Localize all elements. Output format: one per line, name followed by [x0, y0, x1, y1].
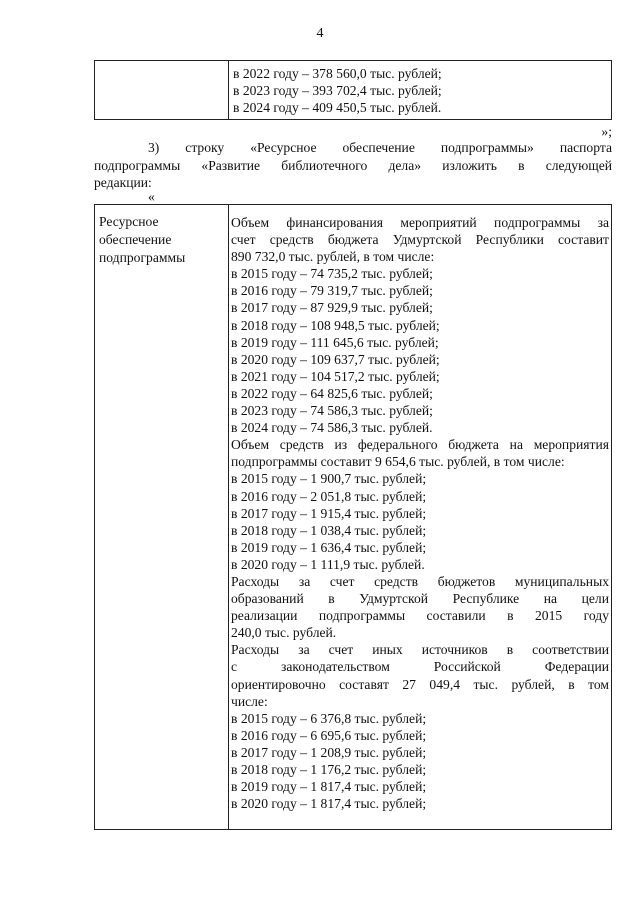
- content-line: с законодательством Российской Федерации: [231, 659, 609, 675]
- content-line: Расходы за счет иных источников в соответствии: [231, 642, 609, 658]
- funding-line: в 2024 году – 409 450,5 тыс. рублей.: [233, 100, 442, 116]
- content-line: в 2018 году – 1 176,2 тыс. рублей;: [231, 762, 427, 777]
- continued-table-values: [233, 65, 608, 116]
- resource-table: [94, 204, 612, 830]
- content-line: в 2016 году – 6 695,6 тыс. рублей;: [231, 727, 427, 743]
- row-content: [231, 214, 609, 812]
- content-line: 240,0 тыс. рублей.: [231, 625, 337, 641]
- content-line: Объем финансирования мероприятий подпрограммы за: [231, 215, 609, 230]
- content-line: в 2016 году – 2 051,8 тыс. рублей;: [231, 488, 427, 504]
- row-title: [99, 213, 225, 266]
- content-line: в 2020 году – 1 111,9 тыс. рублей.: [231, 556, 425, 572]
- content-line: в 2019 году – 1 817,4 тыс. рублей;: [231, 779, 427, 795]
- content-line: реализации подпрограммы составили в 2015 году: [231, 608, 609, 624]
- row-title-line: Ресурсное: [99, 214, 159, 229]
- content-line: в 2022 году – 64 825,6 тыс. рублей;: [231, 385, 433, 401]
- amendment-paragraph: [94, 139, 612, 192]
- content-line: в 2016 году – 79 319,7 тыс. рублей;: [231, 283, 433, 299]
- paragraph-line-3: редакции:: [94, 175, 152, 190]
- paragraph-line-2: подпрограммы «Развитие библиотечного дела» изложить в следующей: [94, 157, 613, 173]
- content-line: Объем средств из федерального бюджета на мероприятия: [231, 437, 609, 453]
- content-line: в 2018 году – 1 038,4 тыс. рублей;: [231, 522, 427, 538]
- column-divider: [228, 205, 229, 829]
- row-title-line: подпрограммы: [99, 249, 186, 265]
- continued-table: [94, 60, 612, 120]
- content-line: в 2017 году – 1 208,9 тыс. рублей;: [231, 744, 427, 760]
- column-divider: [228, 61, 229, 119]
- content-line: в 2017 году – 87 929,9 тыс. рублей;: [231, 300, 433, 316]
- content-line: 890 732,0 тыс. рублей, в том числе:: [231, 249, 435, 265]
- content-line: в 2017 году – 1 915,4 тыс. рублей;: [231, 505, 427, 521]
- content-line: подпрограммы составит 9 654,6 тыс. рублей, в том числе:: [231, 454, 565, 470]
- content-line: числе:: [231, 693, 268, 709]
- row-title-line: обеспечение: [99, 231, 172, 247]
- paragraph-line-1: 3) строку «Ресурсное обеспечение подпрограммы» паспорта: [148, 140, 612, 155]
- content-line: в 2015 году – 6 376,8 тыс. рублей;: [231, 710, 427, 726]
- content-line: Расходы за счет средств бюджетов муниципальных: [231, 573, 609, 589]
- content-line: в 2020 году – 1 817,4 тыс. рублей;: [231, 796, 427, 812]
- content-line: ориентировочно составят 27 049,4 тыс. рублей, в том: [231, 676, 609, 692]
- content-line: в 2019 году – 1 636,4 тыс. рублей;: [231, 539, 427, 555]
- content-line: в 2015 году – 1 900,7 тыс. рублей;: [231, 471, 427, 487]
- content-line: в 2019 году – 111 645,6 тыс. рублей;: [231, 334, 439, 350]
- content-line: счет средств бюджета Удмуртской Республики составит: [231, 232, 609, 248]
- closing-quote: »;: [601, 124, 612, 139]
- content-line: в 2020 году – 109 637,7 тыс. рублей;: [231, 351, 440, 367]
- page-number: 4: [316, 26, 324, 41]
- content-line: образований в Удмуртской Республике на цели: [231, 591, 609, 607]
- content-line: в 2023 году – 74 586,3 тыс. рублей;: [231, 403, 433, 419]
- funding-line: в 2022 году – 378 560,0 тыс. рублей;: [233, 66, 442, 81]
- content-line: в 2024 году – 74 586,3 тыс. рублей.: [231, 420, 433, 436]
- funding-line: в 2023 году – 393 702,4 тыс. рублей;: [233, 83, 442, 99]
- content-line: в 2021 году – 104 517,2 тыс. рублей;: [231, 368, 440, 384]
- content-line: в 2018 году – 108 948,5 тыс. рублей;: [231, 317, 440, 333]
- opening-quote: «: [148, 189, 155, 204]
- content-line: в 2015 году – 74 735,2 тыс. рублей;: [231, 266, 433, 282]
